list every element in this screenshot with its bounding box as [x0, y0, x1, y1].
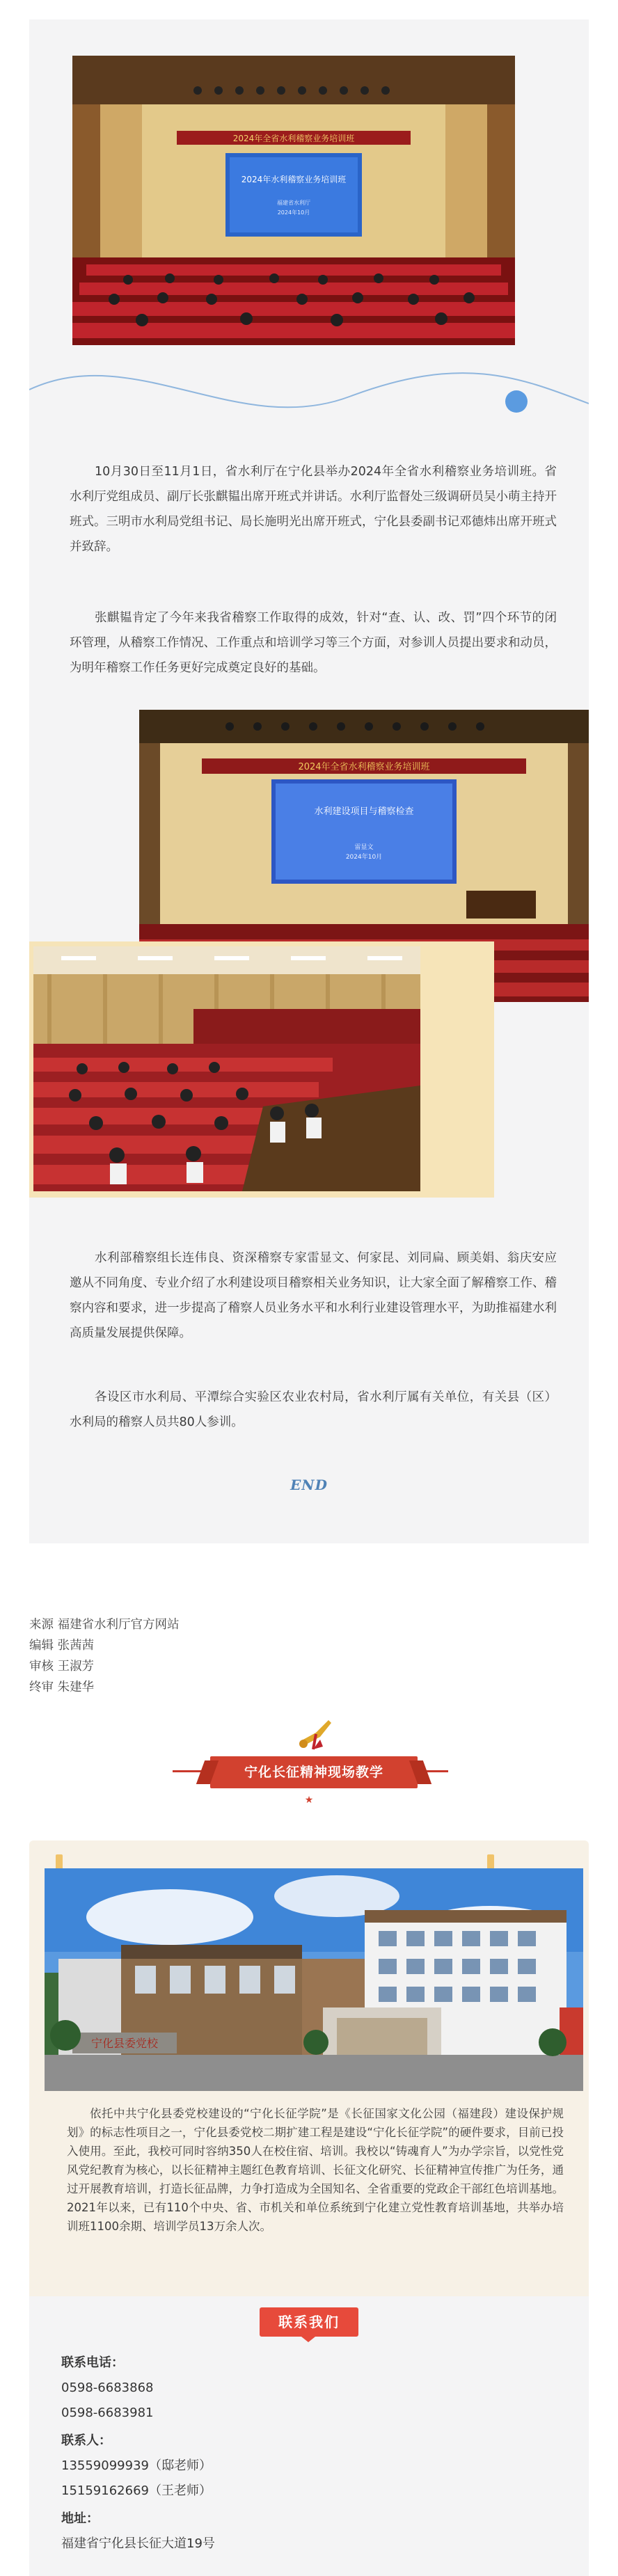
article-paragraph-2: 张麒韫肯定了今年来我省稽察工作取得的成效，针对“查、认、改、罚”四个环节的闭环管理，从稽察工作情况、工作重点和培训学习等三个方面，对参训人员提出要求和动员，为明年稽察工作任务更好完成奠定良好的基础。 — [70, 611, 557, 675]
article-paragraph-3: 水利部稽察组长连伟良、资深稽察专家雷显文、何家昆、刘同扁、顾美娟、翁庆安应邀从不同角度、专业介绍了水利建设项目稽察相关业务知识，让大家全面了解稽察工作、稽察内容和要求，进一步提高了稽察人员业务水平和水利行业建设管理水平，为助推福建水利高质量发展提供保障。 — [70, 1251, 557, 1340]
blue-dot-icon — [505, 390, 528, 413]
end-mark: END — [290, 1477, 328, 1493]
contact-phone-label: 联系电话： — [61, 2355, 124, 2370]
credit-source: 来源 福建省水利厅官方网站 — [29, 1618, 180, 1632]
credit-editor: 编辑 张茜茜 — [29, 1639, 95, 1653]
contact-person-1[interactable]: 13559099939（邸老师） — [61, 2458, 212, 2473]
contact-address-label: 地址： — [61, 2511, 99, 2526]
photo1-stage-banner: 2024年全省水利稽察业务培训班 — [232, 134, 355, 143]
credits — [29, 1614, 377, 1698]
conference-photo-3 — [33, 946, 420, 1191]
bugle-icon — [295, 1713, 337, 1755]
school-paragraph: 依托中共宁化县委党校建设的“宁化长征学院”是《长征国家文化公园（福建段）建设保护规划》的标志性项目之一，宁化县委党校二期扩建工程是建设“宁化长征学院”的硬件要求，目前已投入使用。至此，我校可同时容纳350人在校住宿、培训。我校以“铸魂育人”为办学宗旨，以党性党风党纪教育为核心，以长征精神主题红色教育培训、长征文化研究、长征精神宣传推广为任务，通过开展教育培训，打造长征品牌，力争打造成为全国知名、全省重要的党政企干部红色培训基地。2021年以来，已有110个中央、省、市机关和单位系统到宁化建立党性教育培训基地，共举办培训班1100余期、培训学员13万余人次。 — [67, 2107, 564, 2233]
photo2-stage-banner: 2024年全省水利稽察业务培训班 — [298, 762, 430, 772]
photo2-screen-title: 水利建设项目与稽察检查 — [314, 806, 414, 817]
article-paragraph-4: 各设区市水利局、平潭综合实验区农业农村局，省水利厅属有关单位，有关县（区）水利局的稽察人员共80人参训。 — [70, 1390, 557, 1429]
conference-photo-1 — [72, 56, 515, 345]
photo1-screen-sub2: 2024年10月 — [277, 209, 310, 216]
pin-right-icon — [487, 1854, 494, 1870]
contact-person-label: 联系人： — [61, 2433, 111, 2448]
contact-title: 联系我们 — [260, 2307, 358, 2337]
school-gate-sign: 宁化县委党校 — [90, 2037, 159, 2050]
star-icon: ★ — [304, 1795, 314, 1806]
article-paragraph-1: 10月30日至11月1日，省水利厅在宁化县举办2024年全省水利稽察业务培训班。省水利厅党组成员、副厅长张麒韫出席开班式并讲话。水利厅监督处三级调研员吴小萌主持开班式。三明市水利局党组书记、局长施明光出席开班式，宁化县委副书记邓德炜出席开班式并致辞。 — [70, 465, 557, 554]
contact-person-block — [61, 2428, 479, 2504]
banner-title — [210, 1756, 418, 1788]
school-building-photo — [45, 1868, 583, 2091]
photo2-screen-sub1: 雷显文 — [354, 844, 374, 851]
contact-phone-block — [61, 2351, 479, 2426]
credit-reviewer: 审核 王淑芳 — [29, 1660, 95, 1673]
pin-left-icon — [56, 1854, 63, 1870]
photo2-screen-sub2: 2024年10月 — [345, 854, 383, 861]
contact-phone-2[interactable]: 0598-6683981 — [61, 2406, 154, 2420]
wave-decoration — [29, 348, 589, 431]
photo1-screen-sub1: 福建省水利厅 — [277, 200, 310, 206]
section-banner — [0, 1713, 618, 1811]
credit-final: 终审 朱建华 — [29, 1680, 95, 1694]
contact-address: 福建省宁化县长征大道19号 — [61, 2536, 215, 2551]
photo1-screen-title: 2024年水利稽察业务培训班 — [241, 175, 347, 184]
banner-title-text: 宁化长征精神现场教学 — [244, 1765, 383, 1780]
contact-address-block — [61, 2506, 479, 2557]
contact-person-2[interactable]: 15159162669（王老师） — [61, 2483, 212, 2498]
contact-phone-1[interactable]: 0598-6683868 — [61, 2380, 154, 2395]
